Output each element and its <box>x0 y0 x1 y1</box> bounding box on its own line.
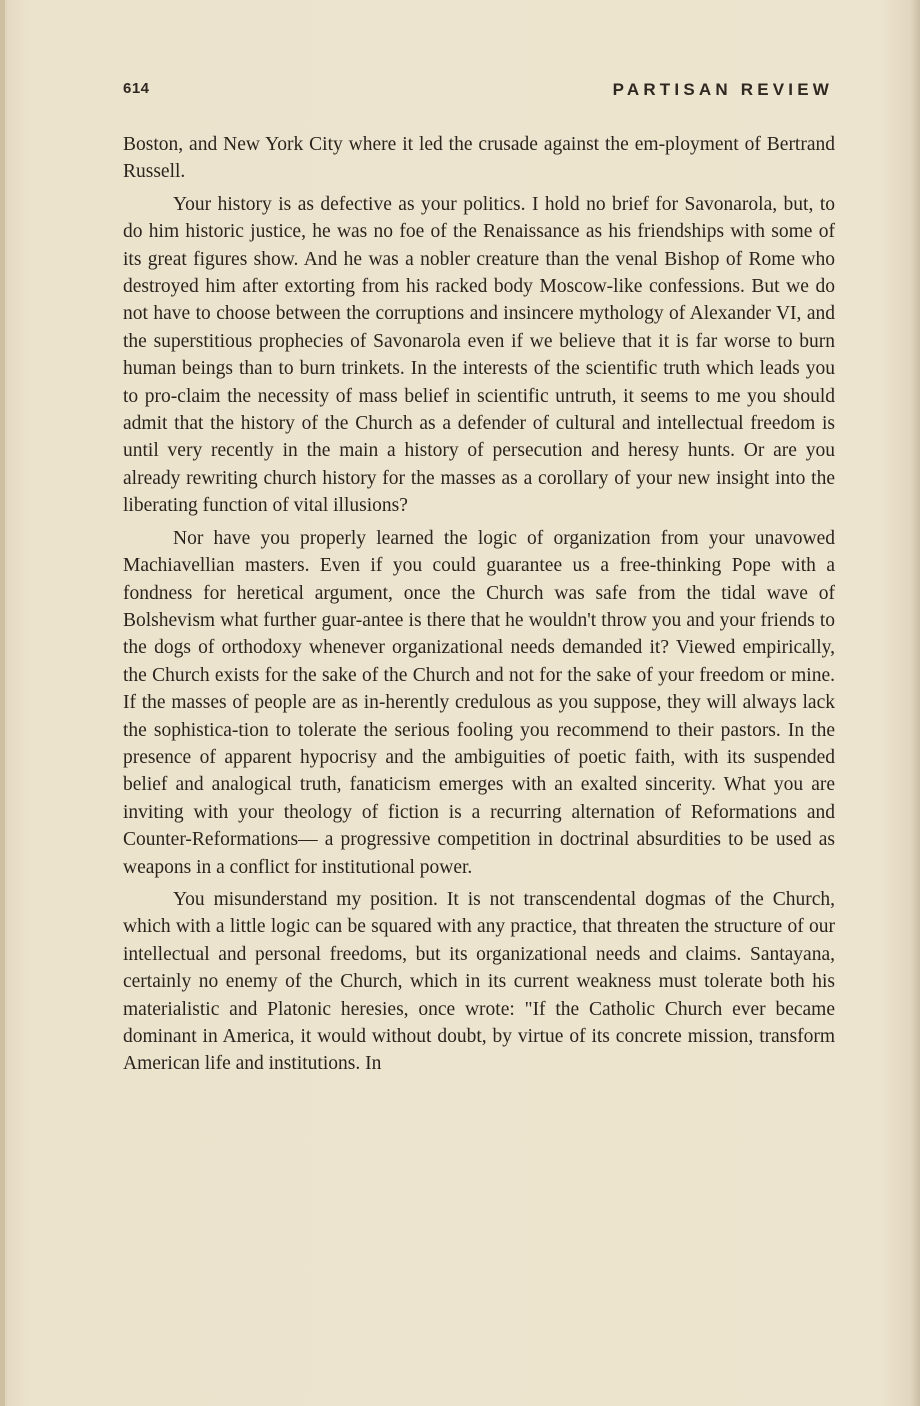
page-header <box>123 80 833 102</box>
paragraph-organization: Nor have you properly learned the logic of organization from your unavowed Machiavellian masters. Even if you could guarantee us a free-thinking Pope with a fondness for heretical argument, once the Church was safe from the tidal wave of Bolshevism what further guar-antee is there that he wouldn't throw you and your friends to the dogs of orthodoxy whenever organizational needs demanded it? Viewed empirically, the Church exists for the sake of the Church and not for the sake of your freedom or mine. If the masses of people are as in-herently credulous as you suppose, they will always lack the sophistica-tion to tolerate the serious fooling you recommend to their pastors. In the presence of apparent hypocrisy and the ambiguities of poetic faith, with its suspended belief and analogical truth, fanaticism emerges with an exalted sincerity. What you are inviting with your theology of fiction is a recurring alternation of Reformations and Counter-Reformations— a progressive competition in doctrinal absurdities to be used as weapons in a conflict for institutional power. <box>123 527 835 878</box>
running-head: PARTISAN REVIEW <box>612 80 833 99</box>
paragraph-position: You misunderstand my position. It is not transcendental dogmas of the Church, which with a little logic can be squared with any practice, that threaten the structure of our intellectual and personal freedoms, but its organizational needs and claims. Santayana, certainly no enemy of the Church, which in its current weakness must tolerate both his materialistic and Platonic heresies, once wrote: "If the Catholic Church ever became dominant in America, it would without doubt, by virtue of its concrete mission, transform American life and institutions. In <box>123 888 835 1075</box>
paragraph-history: Your history is as defective as your politics. I hold no brief for Savonarola, but, to do him historic justice, he was no foe of the Renaissance as his friendships with some of its great figures show. And he was a nobler creature than the venal Bishop of Rome who destroyed him after extorting from his racked body Moscow-like confessions. But we do not have to choose between the corruptions and insincere mythology of Alexander VI, and the superstitious prophecies of Savonarola even if we believe that it is far worse to burn human beings than to burn trinkets. In the interests of the scientific truth which leads you to pro-claim the necessity of mass belief in scientific untruth, it seems to me you should admit that the history of the Church as a defender of cultural and intellectual freedom is until very recently in the main a history of persecution and heresy hunts. Or are you already rewriting church history for the masses as a corollary of your new insight into the liberating function of vital illusions? <box>123 193 835 517</box>
page-number: 614 <box>123 80 150 97</box>
page-gutter <box>0 0 5 1406</box>
body-text <box>123 131 835 1078</box>
paragraph-continuation: Boston, and New York City where it led the crusade against the em-ployment of Bertrand Russell. <box>123 134 835 183</box>
